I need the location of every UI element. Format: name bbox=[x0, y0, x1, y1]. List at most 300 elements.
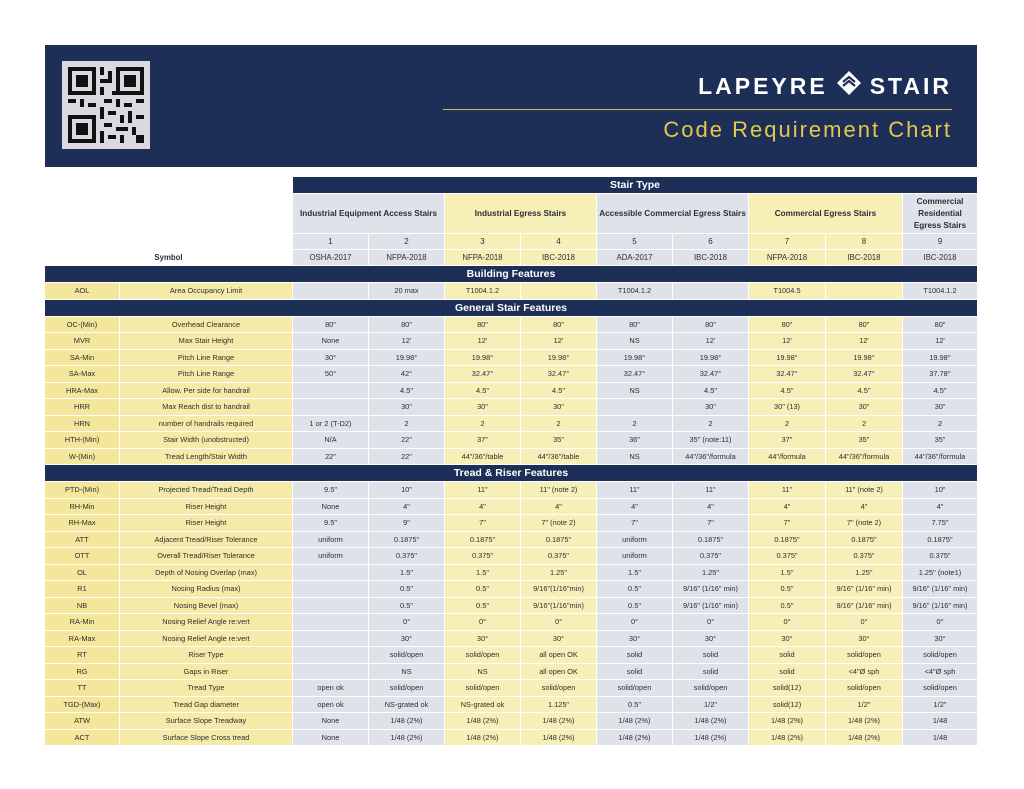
column-code: ADA-2017 bbox=[597, 250, 673, 266]
stair-group-header: Industrial Egress Stairs bbox=[445, 194, 597, 234]
value-cell: 0° bbox=[903, 614, 978, 631]
value-cell: 1/48 (2%) bbox=[826, 730, 903, 747]
value-cell: 80" bbox=[445, 317, 521, 334]
row-symbol: RH-Min bbox=[45, 499, 120, 516]
table-row bbox=[45, 713, 978, 730]
value-cell: 0.5" bbox=[369, 598, 445, 615]
table-row bbox=[45, 697, 978, 714]
value-cell: 1.5" bbox=[369, 565, 445, 582]
value-cell: 9/16" (1/16" min) bbox=[903, 598, 978, 615]
qr-code bbox=[62, 61, 150, 149]
qr-code-pattern bbox=[68, 67, 144, 143]
table-row bbox=[45, 548, 978, 565]
value-cell: 2 bbox=[597, 416, 673, 433]
value-cell: 0° bbox=[749, 614, 826, 631]
value-cell: 4" bbox=[521, 499, 597, 516]
section-banner-row bbox=[45, 465, 978, 482]
value-cell: 19.98° bbox=[521, 350, 597, 367]
value-cell: 9/16" (1/16" min) bbox=[673, 598, 749, 615]
value-cell: 30" bbox=[521, 399, 597, 416]
value-cell: 1/48 bbox=[903, 713, 978, 730]
table-row bbox=[45, 664, 978, 681]
value-cell: 2 bbox=[673, 416, 749, 433]
table-row bbox=[45, 317, 978, 334]
value-cell: 22" bbox=[369, 449, 445, 466]
column-number: 5 bbox=[597, 234, 673, 250]
value-cell: 80" bbox=[673, 317, 749, 334]
value-cell: <4"Ø sph bbox=[903, 664, 978, 681]
value-cell: 9/16"(1/16"min) bbox=[521, 598, 597, 615]
value-cell: 44"/36"/table bbox=[445, 449, 521, 466]
value-cell: 19.98° bbox=[903, 350, 978, 367]
column-code: NFPA-2018 bbox=[369, 250, 445, 266]
value-cell: 30° bbox=[749, 631, 826, 648]
value-cell: 1/48 (2%) bbox=[369, 713, 445, 730]
row-symbol: OTT bbox=[45, 548, 120, 565]
stair-group-row bbox=[45, 194, 978, 234]
logo-text-right: STAIR bbox=[869, 72, 952, 99]
table-row bbox=[45, 350, 978, 367]
value-cell: 0.5" bbox=[749, 598, 826, 615]
table-row bbox=[45, 416, 978, 433]
column-code: OSHA-2017 bbox=[293, 250, 369, 266]
value-cell: 80" bbox=[369, 317, 445, 334]
value-cell: 0.5" bbox=[445, 598, 521, 615]
row-symbol: TT bbox=[45, 680, 120, 697]
row-symbol: PTD-(Min) bbox=[45, 482, 120, 499]
value-cell: 30° bbox=[903, 631, 978, 648]
value-cell: NS bbox=[445, 664, 521, 681]
header-divider bbox=[443, 109, 952, 110]
value-cell: 2 bbox=[826, 416, 903, 433]
value-cell: all open OK bbox=[521, 664, 597, 681]
value-cell: 11" bbox=[445, 482, 521, 499]
row-description: Riser Type bbox=[120, 647, 293, 664]
value-cell: 10" bbox=[369, 482, 445, 499]
row-description: Tread Type bbox=[120, 680, 293, 697]
row-description: Pitch Line Range bbox=[120, 366, 293, 383]
value-cell: 30" bbox=[673, 399, 749, 416]
value-cell: None bbox=[293, 730, 369, 747]
value-cell: 30° bbox=[293, 350, 369, 367]
value-cell: 9/16" (1/16" min) bbox=[903, 581, 978, 598]
row-symbol: W-(Min) bbox=[45, 449, 120, 466]
value-cell: 0° bbox=[445, 614, 521, 631]
value-cell: 37" bbox=[749, 432, 826, 449]
value-cell: 80" bbox=[521, 317, 597, 334]
value-cell: solid/open bbox=[826, 647, 903, 664]
value-cell: solid/open bbox=[597, 680, 673, 697]
value-cell: 30° bbox=[369, 631, 445, 648]
value-cell: 30° bbox=[445, 631, 521, 648]
value-cell: 0.1875" bbox=[903, 532, 978, 549]
value-cell: 12' bbox=[673, 333, 749, 350]
value-cell: 0.375" bbox=[521, 548, 597, 565]
value-cell bbox=[293, 283, 369, 300]
value-cell: 4.5" bbox=[521, 383, 597, 400]
value-cell: 11" (note 2) bbox=[826, 482, 903, 499]
value-cell: 30° bbox=[673, 631, 749, 648]
value-cell: 0.1875" bbox=[826, 532, 903, 549]
stair-group-header: Industrial Equipment Access Stairs bbox=[293, 194, 445, 234]
value-cell bbox=[293, 598, 369, 615]
value-cell: 11" bbox=[673, 482, 749, 499]
table-row bbox=[45, 482, 978, 499]
row-description: Pitch Line Range bbox=[120, 350, 293, 367]
value-cell: 0.375" bbox=[445, 548, 521, 565]
section-banner-row bbox=[45, 266, 978, 283]
header-banner bbox=[45, 45, 977, 167]
value-cell: 1/2" bbox=[826, 697, 903, 714]
column-code: IBC-2018 bbox=[673, 250, 749, 266]
value-cell: 4" bbox=[673, 499, 749, 516]
value-cell: 9/16" (1/16" min) bbox=[673, 581, 749, 598]
value-cell: 32.47° bbox=[521, 366, 597, 383]
value-cell: NS-grated ok bbox=[369, 697, 445, 714]
stair-group-header: Accessible Commercial Egress Stairs bbox=[597, 194, 749, 234]
value-cell: 32.47° bbox=[826, 366, 903, 383]
symbol-column-label: Symbol bbox=[45, 250, 293, 266]
row-symbol: RT bbox=[45, 647, 120, 664]
value-cell: 1.5" bbox=[597, 565, 673, 582]
value-cell: 12' bbox=[521, 333, 597, 350]
row-symbol: OC-(Min) bbox=[45, 317, 120, 334]
row-description: Overhead Clearance bbox=[120, 317, 293, 334]
value-cell: 19.98° bbox=[369, 350, 445, 367]
value-cell: None bbox=[293, 499, 369, 516]
value-cell: 0.5" bbox=[369, 581, 445, 598]
column-number: 6 bbox=[673, 234, 749, 250]
table-row bbox=[45, 730, 978, 747]
value-cell: 22" bbox=[293, 449, 369, 466]
stair-type-banner-row bbox=[45, 177, 978, 194]
value-cell: 7.75" bbox=[903, 515, 978, 532]
lapeyre-stair-logo bbox=[698, 69, 952, 103]
value-cell: 10" bbox=[903, 482, 978, 499]
value-cell: 7" bbox=[673, 515, 749, 532]
value-cell: 1/48 (2%) bbox=[673, 713, 749, 730]
section-title: General Stair Features bbox=[45, 300, 978, 317]
value-cell: solid bbox=[749, 647, 826, 664]
value-cell bbox=[826, 283, 903, 300]
row-description: Gaps in Riser bbox=[120, 664, 293, 681]
value-cell: 0.375" bbox=[749, 548, 826, 565]
value-cell: 35" bbox=[521, 432, 597, 449]
row-description: Nosing Radius (max) bbox=[120, 581, 293, 598]
value-cell: 0.375" bbox=[369, 548, 445, 565]
column-number: 4 bbox=[521, 234, 597, 250]
value-cell: 1/48 (2%) bbox=[673, 730, 749, 747]
row-symbol: MVR bbox=[45, 333, 120, 350]
stair-group-header: Commercial Residential Egress Stairs bbox=[903, 194, 978, 234]
column-code: NFPA-2018 bbox=[749, 250, 826, 266]
value-cell: 80" bbox=[749, 317, 826, 334]
column-code-row bbox=[45, 250, 978, 266]
value-cell: 35" (note:11) bbox=[673, 432, 749, 449]
row-description: Nosing Bevel (max) bbox=[120, 598, 293, 615]
value-cell: 4.5" bbox=[673, 383, 749, 400]
blank-cell bbox=[45, 194, 293, 234]
value-cell: 4" bbox=[903, 499, 978, 516]
table-row bbox=[45, 532, 978, 549]
value-cell: 19.98° bbox=[673, 350, 749, 367]
column-code: IBC-2018 bbox=[826, 250, 903, 266]
value-cell: 30" bbox=[445, 399, 521, 416]
value-cell: 1/48 (2%) bbox=[597, 730, 673, 747]
row-description: Tread Length/Stair Width bbox=[120, 449, 293, 466]
value-cell bbox=[293, 383, 369, 400]
value-cell: NS-grated ok bbox=[445, 697, 521, 714]
value-cell: solid bbox=[673, 664, 749, 681]
value-cell: 30° bbox=[597, 631, 673, 648]
column-number: 7 bbox=[749, 234, 826, 250]
value-cell: 1/48 (2%) bbox=[521, 713, 597, 730]
value-cell: 2 bbox=[903, 416, 978, 433]
value-cell: 0.5" bbox=[597, 598, 673, 615]
row-description: number of handrails required bbox=[120, 416, 293, 433]
value-cell: 32.47° bbox=[597, 366, 673, 383]
code-requirement-table bbox=[45, 177, 977, 746]
value-cell: 7" (note 2) bbox=[826, 515, 903, 532]
value-cell: solid/open bbox=[826, 680, 903, 697]
value-cell: 12' bbox=[749, 333, 826, 350]
value-cell: solid/open bbox=[903, 647, 978, 664]
value-cell: 1/48 (2%) bbox=[521, 730, 597, 747]
table-row bbox=[45, 283, 978, 300]
value-cell: 0.5" bbox=[597, 697, 673, 714]
column-number: 2 bbox=[369, 234, 445, 250]
value-cell: 19.98° bbox=[749, 350, 826, 367]
row-description: Adjacent Tread/Riser Tolerance bbox=[120, 532, 293, 549]
value-cell bbox=[293, 581, 369, 598]
row-description: Max Reach dist to handrail bbox=[120, 399, 293, 416]
value-cell: 35" bbox=[903, 432, 978, 449]
stair-group-header: Commercial Egress Stairs bbox=[749, 194, 903, 234]
value-cell: 2 bbox=[369, 416, 445, 433]
value-cell: 0° bbox=[521, 614, 597, 631]
blank-cell bbox=[45, 234, 293, 250]
value-cell: solid/open bbox=[521, 680, 597, 697]
row-symbol: OL bbox=[45, 565, 120, 582]
value-cell: uniform bbox=[293, 548, 369, 565]
table-row bbox=[45, 366, 978, 383]
value-cell: 7" bbox=[445, 515, 521, 532]
value-cell: 7" bbox=[597, 515, 673, 532]
value-cell: 44"/36"/formula bbox=[903, 449, 978, 466]
value-cell: solid/open bbox=[673, 680, 749, 697]
value-cell: 30" bbox=[903, 399, 978, 416]
value-cell: 1.5" bbox=[749, 565, 826, 582]
value-cell: T1004.1.2 bbox=[445, 283, 521, 300]
value-cell: 4" bbox=[597, 499, 673, 516]
row-symbol: R1 bbox=[45, 581, 120, 598]
table-row bbox=[45, 383, 978, 400]
value-cell: 9.5" bbox=[293, 515, 369, 532]
value-cell: 0.1875" bbox=[445, 532, 521, 549]
value-cell: 30" bbox=[826, 399, 903, 416]
column-number: 8 bbox=[826, 234, 903, 250]
row-symbol: RA-Max bbox=[45, 631, 120, 648]
value-cell: 1/48 (2%) bbox=[445, 713, 521, 730]
row-symbol: RH-Max bbox=[45, 515, 120, 532]
column-code: NFPA-2018 bbox=[445, 250, 521, 266]
value-cell: 0° bbox=[369, 614, 445, 631]
value-cell: 4.5" bbox=[369, 383, 445, 400]
column-number-row bbox=[45, 234, 978, 250]
value-cell: N/A bbox=[293, 432, 369, 449]
value-cell: 9/16"(1/16"min) bbox=[521, 581, 597, 598]
value-cell: 4" bbox=[749, 499, 826, 516]
table-row bbox=[45, 598, 978, 615]
value-cell: 11" bbox=[597, 482, 673, 499]
value-cell bbox=[293, 664, 369, 681]
value-cell: 1/48 (2%) bbox=[445, 730, 521, 747]
value-cell: NS bbox=[597, 383, 673, 400]
section-banner-row bbox=[45, 300, 978, 317]
value-cell: 12' bbox=[903, 333, 978, 350]
value-cell: None bbox=[293, 713, 369, 730]
row-symbol: RG bbox=[45, 664, 120, 681]
value-cell bbox=[293, 647, 369, 664]
section-title: Building Features bbox=[45, 266, 978, 283]
table-row bbox=[45, 647, 978, 664]
value-cell: 0.375" bbox=[903, 548, 978, 565]
value-cell: 1/48 (2%) bbox=[749, 713, 826, 730]
page-title: Code Requirement Chart bbox=[663, 117, 952, 142]
value-cell: 35" bbox=[826, 432, 903, 449]
value-cell: 0.375" bbox=[826, 548, 903, 565]
value-cell: 9/16" (1/16" min) bbox=[826, 598, 903, 615]
value-cell: 11" (note 2) bbox=[521, 482, 597, 499]
value-cell: 37" bbox=[445, 432, 521, 449]
value-cell: 2 bbox=[521, 416, 597, 433]
row-symbol: NB bbox=[45, 598, 120, 615]
value-cell: 1.25" bbox=[826, 565, 903, 582]
value-cell: 11" bbox=[749, 482, 826, 499]
table-row bbox=[45, 515, 978, 532]
value-cell: 32.47° bbox=[673, 366, 749, 383]
value-cell: 80" bbox=[826, 317, 903, 334]
row-description: Riser Height bbox=[120, 499, 293, 516]
table-row bbox=[45, 432, 978, 449]
stair-type-header: Stair Type bbox=[293, 177, 978, 194]
column-number: 3 bbox=[445, 234, 521, 250]
table-row bbox=[45, 333, 978, 350]
value-cell: solid bbox=[597, 664, 673, 681]
value-cell: 19.98° bbox=[597, 350, 673, 367]
value-cell: 36" bbox=[597, 432, 673, 449]
row-description: Riser Height bbox=[120, 515, 293, 532]
value-cell: 0° bbox=[826, 614, 903, 631]
table-row bbox=[45, 449, 978, 466]
value-cell: 1.25" bbox=[521, 565, 597, 582]
value-cell: 1/48 bbox=[903, 730, 978, 747]
row-symbol: HTH-(Min) bbox=[45, 432, 120, 449]
value-cell: 4.5" bbox=[826, 383, 903, 400]
value-cell: 19.98° bbox=[445, 350, 521, 367]
value-cell: 4" bbox=[369, 499, 445, 516]
value-cell: uniform bbox=[597, 532, 673, 549]
row-description: Max Stair Height bbox=[120, 333, 293, 350]
value-cell: 0.5" bbox=[445, 581, 521, 598]
value-cell: open ok bbox=[293, 697, 369, 714]
value-cell: 12' bbox=[826, 333, 903, 350]
value-cell: 4" bbox=[445, 499, 521, 516]
value-cell bbox=[521, 283, 597, 300]
row-symbol: ATW bbox=[45, 713, 120, 730]
value-cell bbox=[293, 631, 369, 648]
value-cell: 1/48 (2%) bbox=[749, 730, 826, 747]
value-cell: 22" bbox=[369, 432, 445, 449]
section-title: Tread & Riser Features bbox=[45, 465, 978, 482]
value-cell: 7" (note 2) bbox=[521, 515, 597, 532]
value-cell: 1.25" bbox=[673, 565, 749, 582]
value-cell: solid bbox=[597, 647, 673, 664]
row-symbol: RA-Min bbox=[45, 614, 120, 631]
row-symbol: AOL bbox=[45, 283, 120, 300]
value-cell: 7" bbox=[749, 515, 826, 532]
value-cell: 1/48 (2%) bbox=[369, 730, 445, 747]
row-description: Allow. Per side for handrail bbox=[120, 383, 293, 400]
value-cell: 44"/36"/table bbox=[521, 449, 597, 466]
value-cell: 2 bbox=[445, 416, 521, 433]
value-cell: 0.1875" bbox=[369, 532, 445, 549]
value-cell: NS bbox=[369, 664, 445, 681]
table-row bbox=[45, 399, 978, 416]
column-code: IBC-2018 bbox=[521, 250, 597, 266]
value-cell: 4.5" bbox=[445, 383, 521, 400]
value-cell: <4"Ø sph bbox=[826, 664, 903, 681]
value-cell: open ok bbox=[293, 680, 369, 697]
value-cell: 44"/36"/formula bbox=[826, 449, 903, 466]
value-cell: T1004.1.2 bbox=[903, 283, 978, 300]
value-cell: 1 or 2 (T-D2) bbox=[293, 416, 369, 433]
value-cell: 1/2" bbox=[673, 697, 749, 714]
column-code: IBC-2018 bbox=[903, 250, 978, 266]
value-cell: 4.5" bbox=[903, 383, 978, 400]
row-description: Nosing Relief Angle re:vert bbox=[120, 631, 293, 648]
value-cell: None bbox=[293, 333, 369, 350]
row-symbol: HRR bbox=[45, 399, 120, 416]
row-description: Depth of Nosing Overlap (max) bbox=[120, 565, 293, 582]
value-cell bbox=[597, 399, 673, 416]
value-cell: 32.47° bbox=[749, 366, 826, 383]
value-cell: 1/48 (2%) bbox=[826, 713, 903, 730]
value-cell: solid bbox=[673, 647, 749, 664]
value-cell: uniform bbox=[597, 548, 673, 565]
value-cell: 9" bbox=[369, 515, 445, 532]
table-row bbox=[45, 565, 978, 582]
value-cell: 1.25" (note1) bbox=[903, 565, 978, 582]
value-cell: solid/open bbox=[369, 647, 445, 664]
value-cell: 30° bbox=[826, 631, 903, 648]
row-description: Area Occupancy Limit bbox=[120, 283, 293, 300]
value-cell: 9.5" bbox=[293, 482, 369, 499]
value-cell bbox=[673, 283, 749, 300]
value-cell: 1/2" bbox=[903, 697, 978, 714]
value-cell: 1.125" bbox=[521, 697, 597, 714]
value-cell: 0° bbox=[673, 614, 749, 631]
row-symbol: TGD-(Max) bbox=[45, 697, 120, 714]
value-cell: 0.375" bbox=[673, 548, 749, 565]
value-cell: 1.5" bbox=[445, 565, 521, 582]
table-row bbox=[45, 631, 978, 648]
value-cell: 9/16" (1/16" min) bbox=[826, 581, 903, 598]
value-cell bbox=[293, 614, 369, 631]
row-symbol: SA-Min bbox=[45, 350, 120, 367]
value-cell: 50° bbox=[293, 366, 369, 383]
value-cell: T1004.5 bbox=[749, 283, 826, 300]
